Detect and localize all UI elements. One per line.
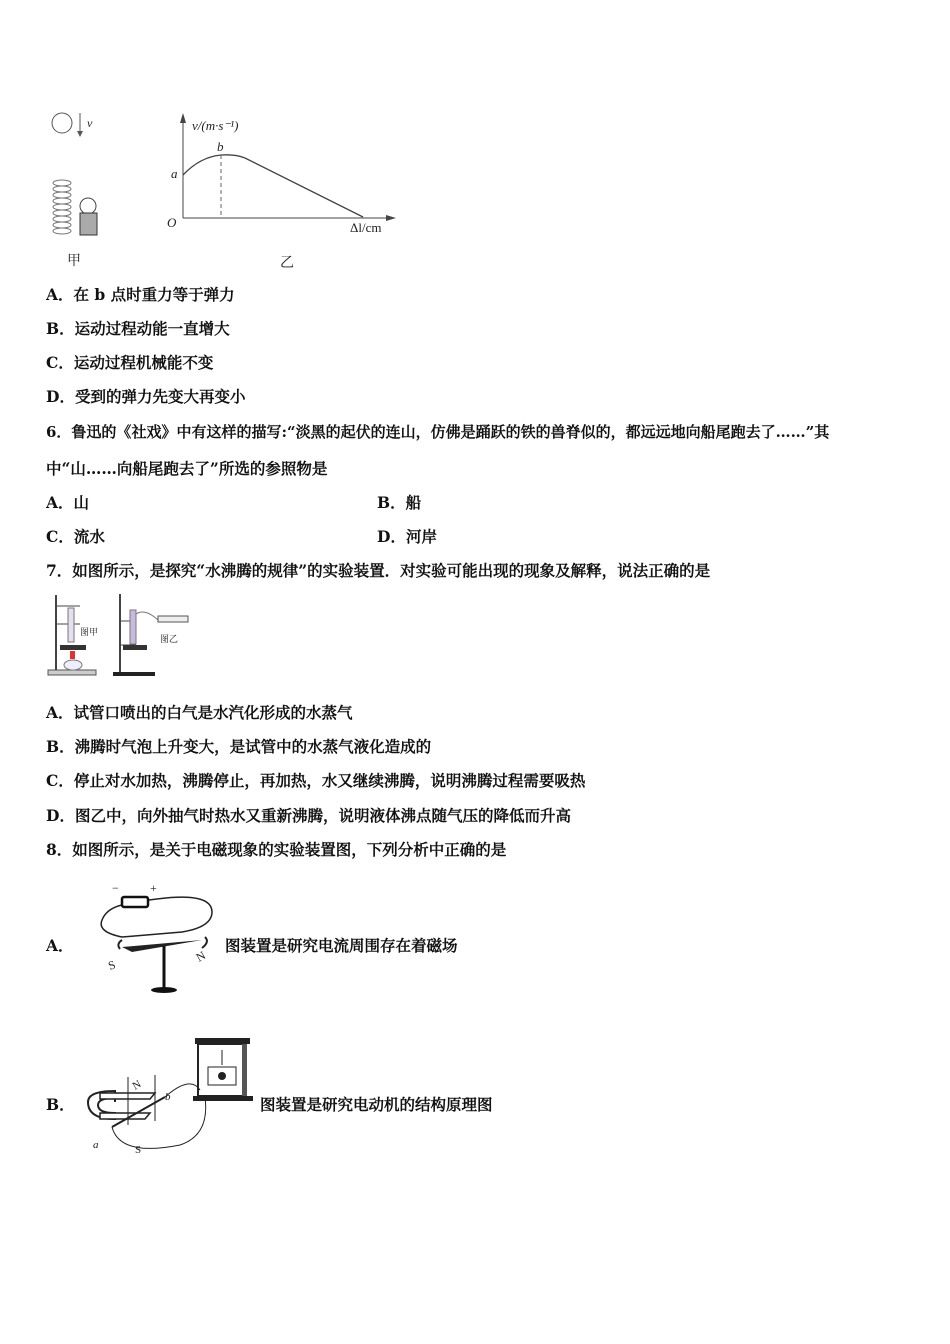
label-fig-yi: 图乙 (160, 634, 179, 644)
ball-icon (52, 113, 72, 133)
svg-text:a: a (93, 1139, 99, 1151)
q8-option-a-letter[interactable]: A． (46, 936, 74, 955)
q7-option-d[interactable]: D．图乙中，向外抽气时热水又重新沸腾，说明液体沸点随气压的降低而升高 (46, 806, 571, 825)
q7-stem: 7．如图所示，是探究“水沸腾的规律”的实验装置．对实验可能出现的现象及解释，说法正确的是 (46, 561, 711, 580)
q5-option-a[interactable]: A．在 b 点时重力等于弹力 (46, 285, 235, 304)
velocity-curve (183, 155, 363, 217)
q6-option-a[interactable]: A．山 (46, 493, 90, 512)
q5-option-d[interactable]: D．受到的弹力先变大再变小 (46, 387, 246, 406)
svg-text:+: + (150, 881, 157, 895)
q6-stem-line1: 6．鲁迅的《社戏》中有这样的描写:“淡黑的起伏的连山，仿佛是踊跃的铁的兽脊似的，都远远地向船尾跑去了……”其 (46, 423, 830, 441)
q5-option-b[interactable]: B．运动过程动能一直增大 (46, 319, 230, 338)
q6-option-d[interactable]: D．河岸 (377, 527, 437, 546)
q7-option-b[interactable]: B．沸腾时气泡上升变大，是试管中的水蒸气液化造成的 (46, 737, 432, 756)
label-fig-jia: 图甲 (80, 627, 99, 637)
y-axis-label: v/(m·s⁻¹) (192, 118, 239, 133)
q8-stem: 8．如图所示，是关于电磁现象的实验装置图，下列分析中正确的是 (46, 840, 507, 859)
oersted-experiment-figure (92, 882, 222, 997)
q5-option-c[interactable]: C．运动过程机械能不变 (46, 353, 214, 372)
point-b-label: b (217, 139, 224, 154)
svg-text:b: b (165, 1091, 171, 1103)
v-label: v (87, 116, 93, 130)
svg-text:S: S (106, 957, 118, 973)
q6-stem-line2: 中“山……向船尾跑去了”所选的参照物是 (46, 459, 328, 478)
q8-option-a-text[interactable]: 图装置是研究电流周围存在着磁场 (225, 936, 458, 955)
label-yi: 乙 (280, 256, 294, 271)
label-jia: 甲 (67, 254, 81, 269)
svg-text:N: N (193, 948, 209, 965)
svg-text:N: N (130, 1078, 144, 1093)
svg-text:S: S (135, 1144, 142, 1156)
spring-icon (53, 180, 97, 235)
q6-option-b[interactable]: B．船 (377, 493, 422, 512)
q8-option-b-letter[interactable]: B． (46, 1095, 75, 1114)
origin-label: O (167, 215, 177, 230)
induction-experiment-figure (80, 1035, 260, 1160)
q6-option-c[interactable]: C．流水 (46, 527, 105, 546)
x-axis-label: Δl/cm (350, 220, 382, 235)
q7-option-c[interactable]: C．停止对水加热，沸腾停止，再加热，水又继续沸腾，说明沸腾过程需要吸热 (46, 771, 586, 790)
q7-figure (40, 590, 200, 685)
point-a-label: a (171, 166, 178, 181)
svg-text:−: − (112, 881, 119, 895)
q5-figure (40, 105, 440, 275)
q8-option-b-text[interactable]: 图装置是研究电动机的结构原理图 (260, 1095, 493, 1114)
q7-option-a[interactable]: A．试管口喷出的白气是水汽化形成的水蒸气 (46, 703, 353, 722)
